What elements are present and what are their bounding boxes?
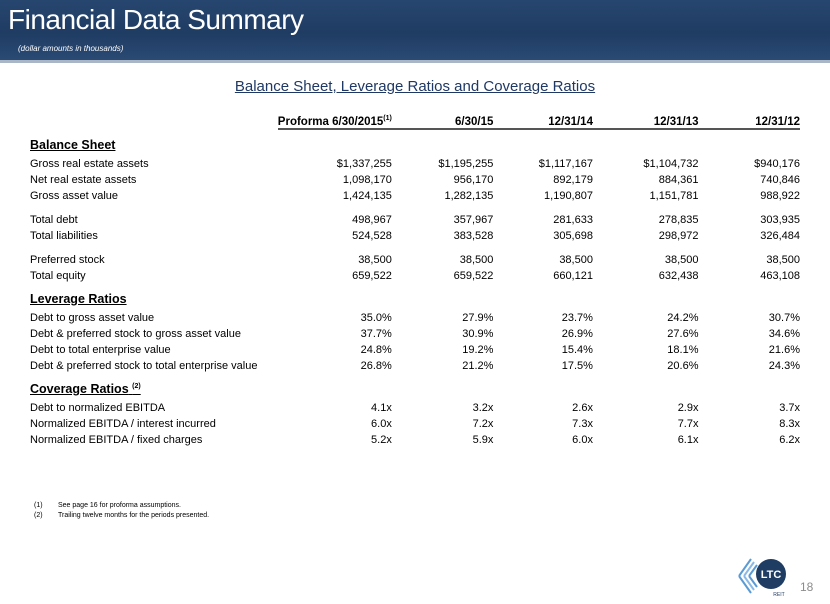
cell-value: 18.1% xyxy=(667,344,699,356)
table-row xyxy=(30,252,800,268)
page-number: 18 xyxy=(800,580,814,594)
table-row xyxy=(30,416,800,432)
footnote-text: See page 16 for proforma assumptions. xyxy=(58,502,181,509)
cell-value: 1,282,135 xyxy=(444,190,494,202)
cell-value: 5.2x xyxy=(371,434,392,446)
footnote-number: (2) xyxy=(34,512,43,519)
cell-value: 34.6% xyxy=(768,328,800,340)
cell-value: 38,500 xyxy=(766,254,800,266)
cell-value: 8.3x xyxy=(779,418,800,430)
cell-value: 3.2x xyxy=(472,402,494,414)
row-label: Preferred stock xyxy=(30,254,105,266)
section-title: Balance Sheet, Leverage Ratios and Coverage Ratios xyxy=(234,78,596,95)
leverage-ratios-heading: Leverage Ratios xyxy=(30,292,127,306)
table-row xyxy=(30,342,800,358)
cell-value: 5.9x xyxy=(472,434,494,446)
cell-value: 24.2% xyxy=(667,312,699,324)
balance-sheet-heading: Balance Sheet xyxy=(30,138,116,152)
cell-value: 383,528 xyxy=(453,230,494,242)
page-subtitle: (dollar amounts in thousands) xyxy=(18,44,124,53)
row-label: Total equity xyxy=(30,270,86,282)
svg-text:REIT: REIT xyxy=(773,592,785,598)
col-header-2015: 6/30/15 xyxy=(392,110,494,129)
cell-value: 27.9% xyxy=(462,312,494,324)
table-row xyxy=(30,358,800,374)
cell-value: 303,935 xyxy=(760,214,800,226)
cell-value: 38,500 xyxy=(559,254,593,266)
row-label: Debt to total enterprise value xyxy=(30,344,171,356)
row-label: Debt & preferred stock to total enterprise value xyxy=(30,360,258,372)
row-label: Debt to normalized EBITDA xyxy=(30,402,166,414)
cell-value: 524,528 xyxy=(352,230,392,242)
cell-value: 498,967 xyxy=(352,214,392,226)
row-spacer xyxy=(30,244,800,252)
cell-value: 1,098,170 xyxy=(342,174,392,186)
cell-value: 326,484 xyxy=(760,230,800,242)
cell-value: 19.2% xyxy=(462,344,494,356)
cell-value: 463,108 xyxy=(760,270,800,282)
row-label: Total liabilities xyxy=(30,230,98,242)
cell-value: 6.1x xyxy=(677,434,699,446)
row-label: Gross asset value xyxy=(30,190,119,202)
footnote-number: (1) xyxy=(34,502,43,509)
section-heading-row xyxy=(30,374,800,400)
cell-value: 21.6% xyxy=(768,344,800,356)
cell-value: 281,633 xyxy=(553,214,593,226)
cell-value: 6.0x xyxy=(371,418,392,430)
title-bar xyxy=(0,0,830,60)
ltc-logo xyxy=(733,553,791,599)
cell-value: 305,698 xyxy=(553,230,593,242)
cell-value: 24.3% xyxy=(768,360,800,372)
table-row xyxy=(30,228,800,244)
header-blank xyxy=(30,110,278,129)
table-row xyxy=(30,156,800,172)
cell-value: 38,500 xyxy=(664,254,699,266)
cell-value: $1,104,732 xyxy=(643,158,699,170)
cell-value: 2.9x xyxy=(677,402,699,414)
cell-value: 988,922 xyxy=(760,190,800,202)
footnote-item xyxy=(34,501,209,511)
cell-value: 7.7x xyxy=(677,418,699,430)
cell-value: 2.6x xyxy=(572,402,593,414)
table-row xyxy=(30,326,800,342)
cell-value: 38,500 xyxy=(358,254,392,266)
row-label: Net real estate assets xyxy=(30,174,137,186)
col-header-2013: 12/31/13 xyxy=(593,110,699,129)
cell-value: 21.2% xyxy=(462,360,494,372)
coverage-ratios-heading: Coverage Ratios $^{(2)}$ xyxy=(30,382,141,396)
column-header-row xyxy=(30,110,800,129)
cell-value: 7.3x xyxy=(572,418,593,430)
col-header-2014: 12/31/14 xyxy=(493,110,593,129)
cell-value: 884,361 xyxy=(658,174,699,186)
cell-value: 4.1x xyxy=(371,402,392,414)
section-heading-row xyxy=(30,129,800,156)
table-row xyxy=(30,432,800,448)
cell-value: 30.7% xyxy=(768,312,800,324)
cell-value: 660,121 xyxy=(553,270,593,282)
cell-value: 659,522 xyxy=(453,270,494,282)
cell-value: 24.8% xyxy=(360,344,392,356)
cell-value: 30.9% xyxy=(462,328,494,340)
cell-value: 1,151,781 xyxy=(649,190,699,202)
cell-value: 26.9% xyxy=(561,328,593,340)
footnote-item xyxy=(34,511,209,521)
cell-value: 1,190,807 xyxy=(544,190,593,202)
row-label: Debt & preferred stock to gross asset value xyxy=(30,328,241,340)
cell-value: 23.7% xyxy=(561,312,593,324)
cell-value: 26.8% xyxy=(360,360,392,372)
table-row xyxy=(30,172,800,188)
table-row xyxy=(30,212,800,228)
row-label: Gross real estate assets xyxy=(30,158,149,170)
cell-value: $1,195,255 xyxy=(438,158,494,170)
cell-value: 6.2x xyxy=(779,434,800,446)
cell-value: 892,179 xyxy=(553,174,593,186)
table-row xyxy=(30,310,800,326)
logo-icon xyxy=(733,553,791,599)
cell-value: 278,835 xyxy=(658,214,699,226)
cell-value: 357,967 xyxy=(453,214,494,226)
page-title: Financial Data Summary xyxy=(8,4,304,35)
footnote-text: Trailing twelve months for the periods presented. xyxy=(58,512,210,519)
col-header-2012: 12/31/12 xyxy=(698,110,800,129)
cell-value: 6.0x xyxy=(572,434,593,446)
cell-value: 7.2x xyxy=(472,418,494,430)
row-spacer xyxy=(30,204,800,212)
table-row xyxy=(30,268,800,284)
cell-value: 38,500 xyxy=(459,254,494,266)
footnotes xyxy=(34,501,209,521)
cell-value: 1,424,135 xyxy=(342,190,392,202)
section-heading-row xyxy=(30,284,800,310)
header-divider xyxy=(0,60,830,63)
table-row xyxy=(30,400,800,416)
cell-value: $1,337,255 xyxy=(336,158,392,170)
cell-value: 3.7x xyxy=(779,402,800,414)
cell-value: 20.6% xyxy=(667,360,699,372)
cell-value: 15.4% xyxy=(561,344,593,356)
col-header-proforma: Proforma 6/30/2015$^{(1)}$ xyxy=(278,110,392,129)
cell-value: 35.0% xyxy=(360,312,392,324)
cell-value: 298,972 xyxy=(658,230,699,242)
cell-value: 632,438 xyxy=(658,270,699,282)
cell-value: 27.6% xyxy=(667,328,699,340)
financial-table xyxy=(30,110,800,448)
svg-text:LTC: LTC xyxy=(760,569,782,581)
row-label: Normalized EBITDA / interest incurred xyxy=(30,418,216,430)
cell-value: 659,522 xyxy=(352,270,392,282)
cell-value: $1,117,167 xyxy=(538,158,593,170)
cell-value: 37.7% xyxy=(360,328,392,340)
row-label: Normalized EBITDA / fixed charges xyxy=(30,434,203,446)
table-row xyxy=(30,188,800,204)
row-label: Total debt xyxy=(30,214,78,226)
cell-value: $940,176 xyxy=(754,158,800,170)
row-label: Debt to gross asset value xyxy=(30,312,155,324)
cell-value: 740,846 xyxy=(760,174,800,186)
cell-value: 956,170 xyxy=(453,174,494,186)
cell-value: 17.5% xyxy=(561,360,593,372)
